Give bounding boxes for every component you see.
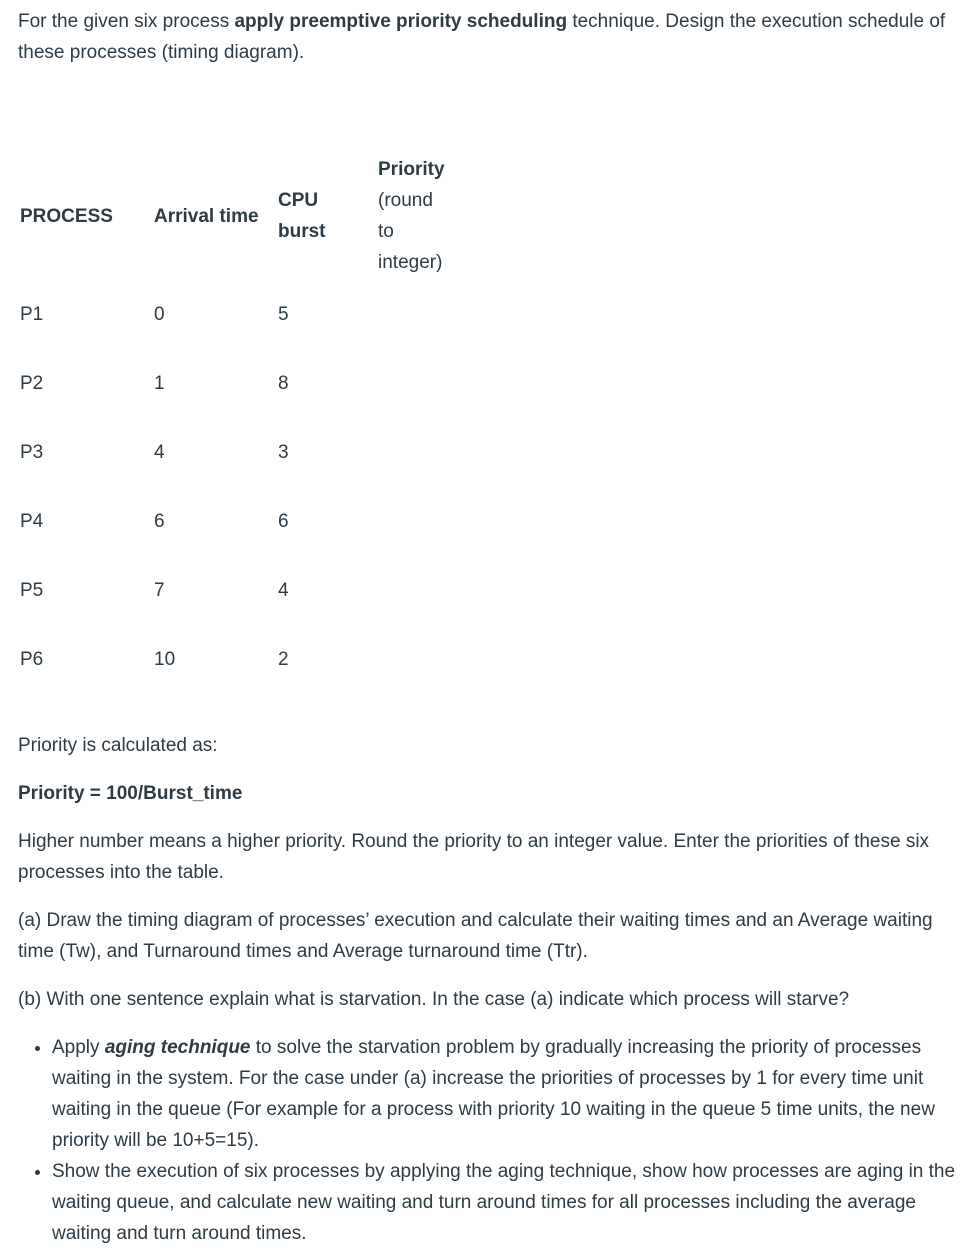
table-header-row [10,152,468,280]
priority-calc-label: Priority is calculated as: [18,735,218,756]
table-row [10,556,468,625]
header-arrival-time: Arrival time [154,205,259,227]
question-part-b: (b) With one sentence explain what is starvation. In the case (a) indicate which process will starve? [18,989,850,1010]
process-table [10,152,468,694]
table-row [10,625,468,694]
header-cpu-line2: burst [278,221,326,242]
header-priority-line4: integer) [378,252,443,273]
cell-arrival: 7 [154,580,165,601]
bullet1-post: to solve the starvation problem by gradually increasing the priority of processes waiting in the system. For the case under (a) increase the priorities of processes by 1 for every time unit waiting in the queue (For example for a process with priority 10 waiting in the queue 5 time units, the new priority will be 10+5=15). [52,1037,935,1151]
table-row [10,487,468,556]
bullet1-pre: Apply [52,1037,105,1058]
question-part-a: (a) Draw the timing diagram of processes’ execution and calculate their waiting times and an Average waiting time (Tw), and Turnaround times and Average turnaround time (Ttr). [18,910,933,962]
cell-arrival: 1 [154,373,165,394]
cell-burst: 4 [278,580,289,601]
header-priority-line1: Priority [378,159,445,180]
priority-instructions: Higher number means a higher priority. Round the priority to an integer value. Enter the priorities of these six processes into the table. [18,831,930,883]
bullet1-emphasis: aging technique [104,1037,251,1058]
cell-arrival: 6 [154,511,165,532]
cell-process: P5 [20,580,44,601]
table-row [10,280,468,349]
header-cpu-line1: CPU [278,190,319,211]
priority-formula: Priority = 100/Burst_time [18,783,243,804]
cell-process: P3 [20,442,44,463]
header-process: PROCESS [20,205,113,227]
cell-burst: 5 [278,304,289,325]
header-cpu-burst [268,152,368,280]
cell-arrival: 10 [154,649,176,670]
cell-burst: 6 [278,511,289,532]
intro-text-post: technique. Design the execution schedule of these processes (timing diagram). [18,11,946,63]
header-priority [368,152,468,280]
cell-priority [368,280,468,349]
header-priority-line3: to [378,221,394,242]
cell-process: P1 [20,304,44,325]
cell-priority [368,556,468,625]
table-row [10,418,468,487]
cell-arrival: 4 [154,442,165,463]
intro-text-pre: For the given six process [18,11,235,32]
table-row [10,349,468,418]
cell-priority [368,625,468,694]
cell-priority [368,487,468,556]
cell-process: P4 [20,511,44,532]
aging-bullet-list [18,1032,966,1249]
cell-priority [368,349,468,418]
bullet-aging-technique [52,1032,966,1156]
cell-priority [368,418,468,487]
header-priority-line2: (round [378,190,433,211]
cell-burst: 8 [278,373,289,394]
cell-burst: 2 [278,649,289,670]
cell-burst: 3 [278,442,289,463]
cell-process: P2 [20,373,44,394]
intro-text-bold: apply preemptive priority scheduling [234,11,568,32]
bullet-show-execution: • Show the execution of six processes by applying the aging technique, show how processes are aging in the waiting queue, and calculate new waiting and turn around times for all processes including the average waiting and turn around times. [52,1156,966,1249]
intro-paragraph [18,6,966,68]
cell-arrival: 0 [154,304,165,325]
cell-process: P6 [20,649,44,670]
